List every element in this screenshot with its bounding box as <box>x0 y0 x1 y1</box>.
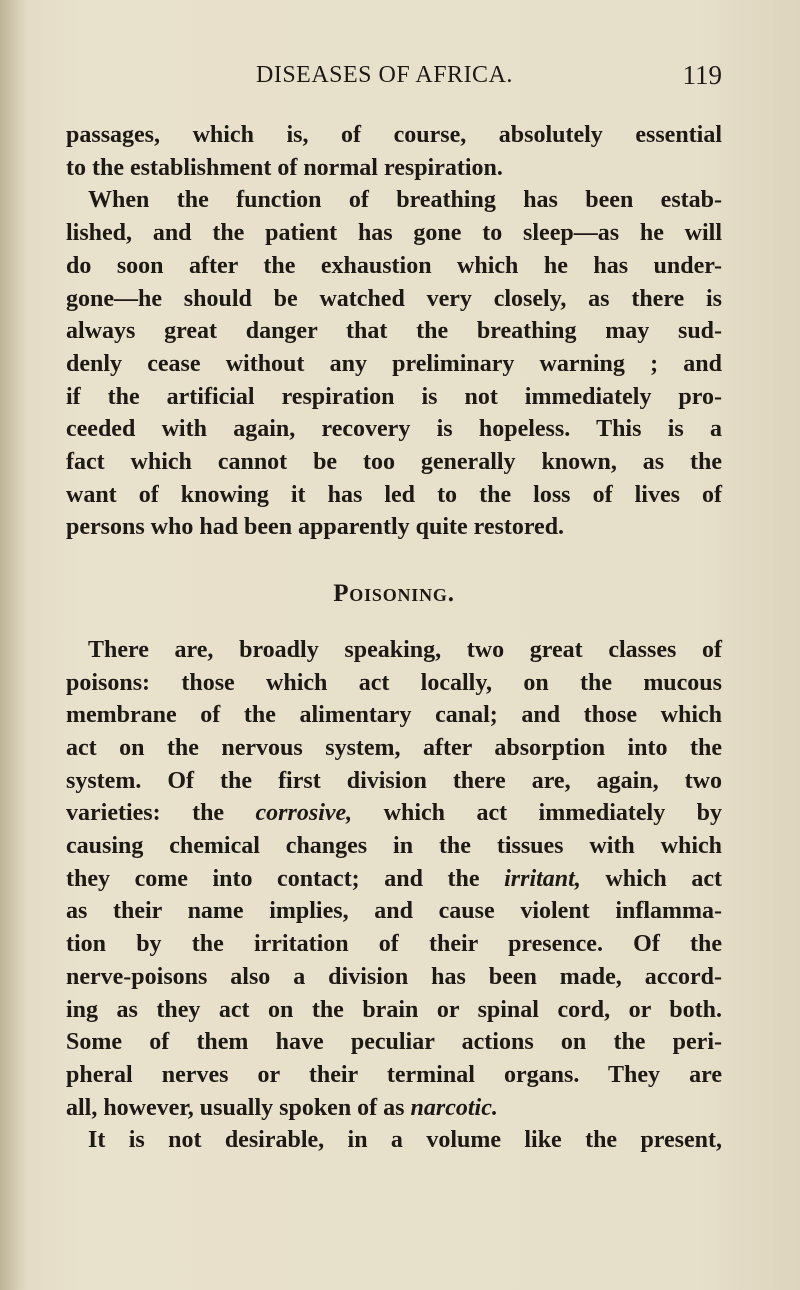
italic-term: irritant, <box>504 865 581 892</box>
text-line: causing chemical changes in the tissues with which <box>66 833 722 860</box>
text-fragment: they come into contact; and the <box>66 865 505 892</box>
page-number: 119 <box>682 60 722 90</box>
text-line <box>66 1092 722 1125</box>
text-line <box>66 797 722 830</box>
text-line: as their name implies, and cause violent inflamma- <box>66 898 722 925</box>
text-line: poisons: those which act locally, on the mucous <box>66 669 722 696</box>
text-line: Some of them have peculiar actions on the peri- <box>66 1029 722 1056</box>
text-line: ing as they act on the brain or spinal cord, or both. <box>66 996 722 1023</box>
text-line <box>66 863 722 896</box>
text-fragment: which act <box>580 865 722 892</box>
page-header <box>66 62 722 96</box>
text-line: always great danger that the breathing may sud- <box>66 318 722 345</box>
paragraph-poisoning <box>66 634 722 1157</box>
text-line: membrane of the alimentary canal; and those which <box>66 702 722 729</box>
section-heading: Poisoning. <box>333 580 455 608</box>
text-line: passages, which is, of course, absolutely essential <box>66 122 722 148</box>
text-line: ceeded with again, recovery is hopeless. This is a <box>66 416 722 443</box>
text-line: tion by the irritation of their presence. Of the <box>66 931 722 958</box>
text-line: do soon after the exhaustion which he has under- <box>66 252 722 279</box>
text-line: want of knowing it has led to the loss of lives of <box>66 481 722 508</box>
italic-term: narcotic. <box>410 1094 498 1121</box>
text-line: to the establishment of normal respiration. <box>66 154 503 181</box>
text-line: system. Of the first division there are, again, two <box>66 767 722 794</box>
text-line: fact which cannot be too generally known, as the <box>66 449 722 476</box>
running-head: DISEASES OF AFRICA. <box>256 62 513 88</box>
text-line: gone—he should be watched very closely, as there is <box>66 285 722 312</box>
text-fragment: which act immediately by <box>352 800 722 827</box>
text-line: denly cease without any preliminary warning ; and <box>66 350 722 377</box>
text-line: act on the nervous system, after absorption into the <box>66 734 722 761</box>
text-line: pheral nerves or their terminal organs. They are <box>66 1061 722 1088</box>
text-line: lished, and the patient has gone to sleep—as he will <box>66 220 722 247</box>
text-line: There are, broadly speaking, two great classes of <box>88 636 722 663</box>
text-line: When the function of breathing has been estab- <box>88 187 722 214</box>
text-fragment: all, however, usually spoken of as <box>66 1094 411 1121</box>
text-line: if the artificial respiration is not immediately pro- <box>66 383 722 410</box>
text-line: It is not desirable, in a volume like the present, <box>88 1127 722 1154</box>
paragraph-top <box>66 119 722 544</box>
main-text <box>66 119 722 1157</box>
page-gutter-shadow <box>0 0 28 1290</box>
text-line: persons who had been apparently quite restored. <box>66 514 565 541</box>
text-fragment: varieties: the <box>66 800 256 827</box>
text-line: nerve-poisons also a division has been made, accord- <box>66 963 722 990</box>
italic-term: corrosive, <box>255 800 353 827</box>
